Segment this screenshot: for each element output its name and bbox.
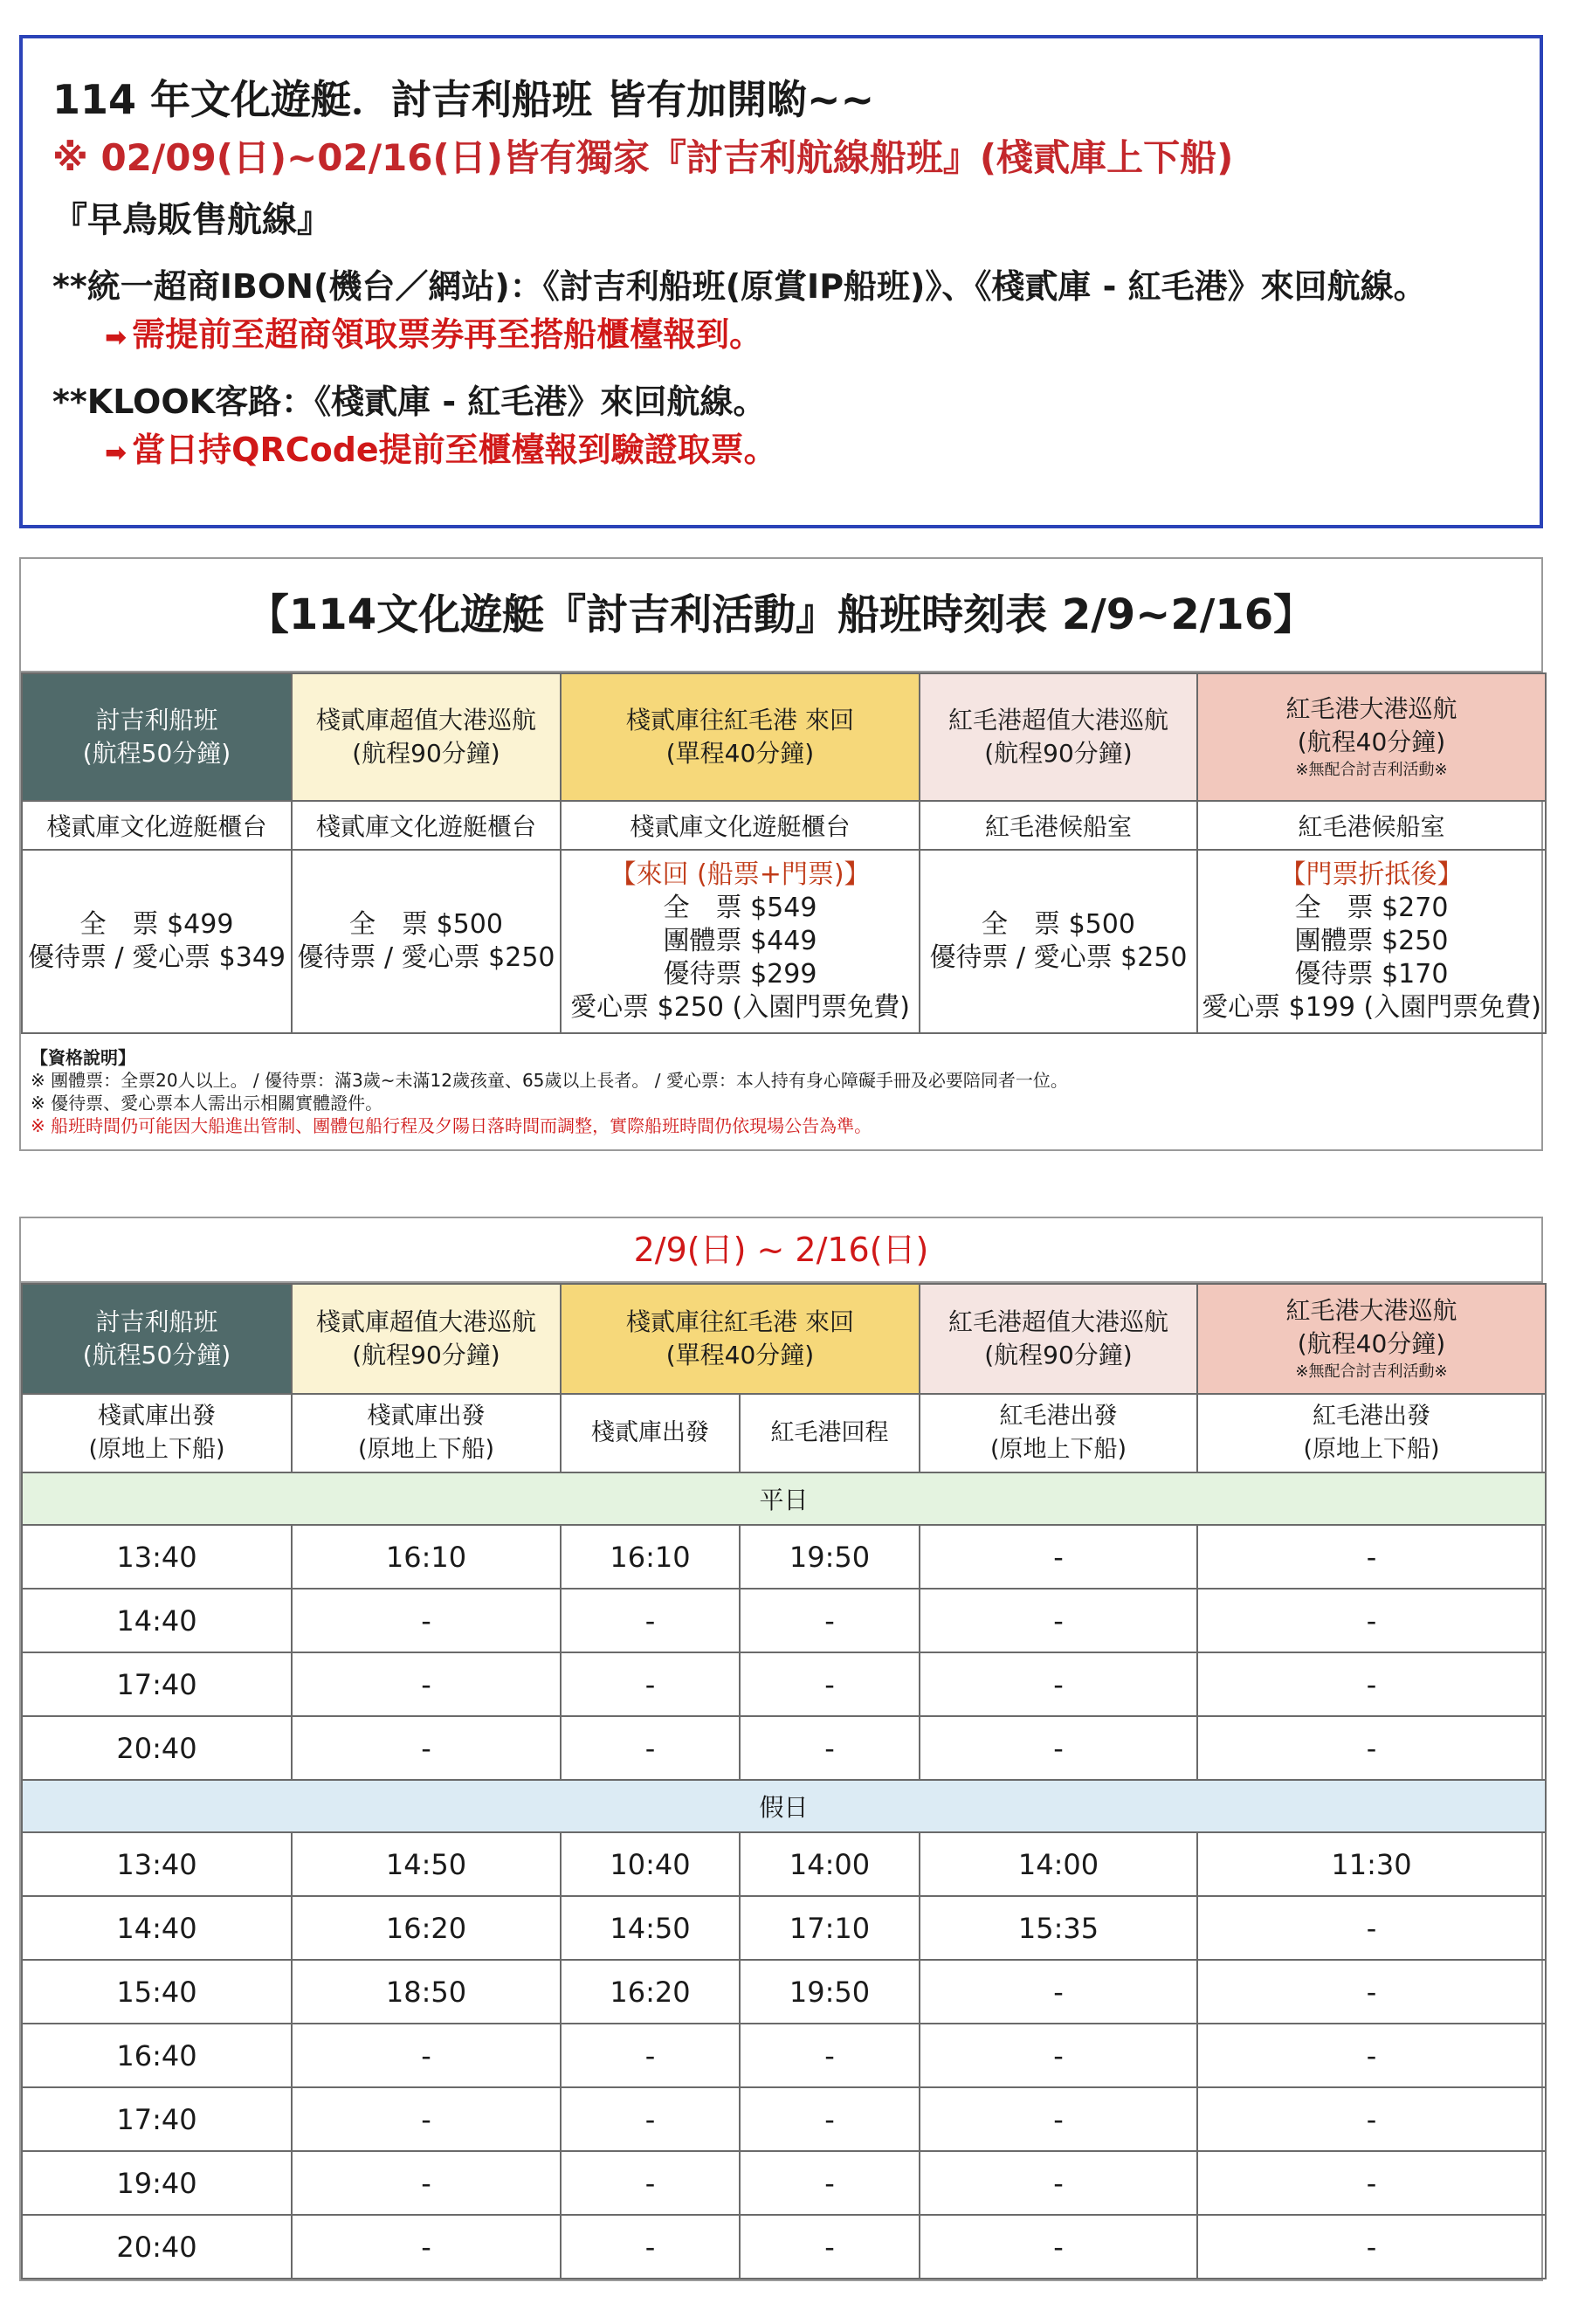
time-cell: - <box>292 2151 561 2215</box>
departure-time-cell: 16:40 <box>22 2024 292 2087</box>
time-row <box>22 1960 1546 2024</box>
location-cell: 棧貳庫文化遊艇櫃台 <box>22 801 292 850</box>
klook-note <box>52 426 1510 477</box>
time-cell: 18:50 <box>292 1960 561 2024</box>
time-row <box>22 1896 1546 1960</box>
route-header: 棧貳庫超值大港巡航 (航程90分鐘) <box>292 1284 561 1394</box>
time-cell: - <box>920 1589 1197 1652</box>
route-header: 紅毛港大港巡航 (航程40分鐘) ※無配合討吉利活動※ <box>1197 1284 1546 1394</box>
time-cell: - <box>740 1589 920 1652</box>
time-cell: - <box>920 2024 1197 2087</box>
time-cell: - <box>920 1716 1197 1780</box>
time-row <box>22 2215 1546 2279</box>
departure-cell: 紅毛港出發 (原地上下船) <box>1197 1394 1546 1472</box>
time-cell: 11:30 <box>1197 1832 1546 1896</box>
departure-cell: 棧貳庫出發 <box>561 1394 740 1472</box>
time-cell: 16:20 <box>561 1960 740 2024</box>
departure-cell: 棧貳庫出發 (原地上下船) <box>292 1394 561 1472</box>
departure-time-cell: 20:40 <box>22 2215 292 2279</box>
route-header: 棧貳庫往紅毛港 來回 (單程40分鐘) <box>561 1284 920 1394</box>
ibon-note <box>52 311 1510 362</box>
route-header: 棧貳庫往紅毛港 來回 (單程40分鐘) <box>561 673 920 801</box>
time-cell: - <box>1197 2151 1546 2215</box>
route-header: 討吉利船班 (航程50分鐘) <box>22 1284 292 1394</box>
price-cell: 【來回 (船票+門票)】 全 票 $549 團體票 $449 優待票 $299 愛心票 $250 (入園門票免費) <box>561 850 920 1033</box>
notice-box <box>19 35 1543 528</box>
weekday-label: 平日 <box>22 1472 1546 1525</box>
time-cell: 10:40 <box>561 1832 740 1896</box>
time-cell: - <box>920 1652 1197 1716</box>
location-cell: 棧貳庫文化遊艇櫃台 <box>561 801 920 850</box>
holiday-rows <box>22 1832 1546 2279</box>
price-row <box>22 850 1546 1033</box>
departure-cell: 紅毛港出發 (原地上下船) <box>920 1394 1197 1472</box>
time-cell: - <box>920 2087 1197 2151</box>
price-table-caption: 【114文化遊艇『討吉利活動』船班時刻表 2/9~2/16】 <box>21 559 1541 672</box>
time-row <box>22 2087 1546 2151</box>
time-cell: - <box>292 2087 561 2151</box>
time-cell: - <box>740 2087 920 2151</box>
time-cell: 14:50 <box>292 1832 561 1896</box>
time-cell: - <box>292 2024 561 2087</box>
time-cell: - <box>292 1589 561 1652</box>
time-cell: - <box>1197 1716 1546 1780</box>
time-cell: 14:00 <box>920 1832 1197 1896</box>
schedule-table <box>19 1217 1543 2281</box>
time-row <box>22 2151 1546 2215</box>
departure-cell: 紅毛港回程 <box>740 1394 920 1472</box>
route-header: 紅毛港大港巡航 (航程40分鐘) ※無配合討吉利活動※ <box>1197 673 1546 801</box>
time-cell: - <box>1197 2087 1546 2151</box>
time-cell: - <box>740 2215 920 2279</box>
time-cell: 19:50 <box>740 1960 920 2024</box>
departure-time-cell: 14:40 <box>22 1896 292 1960</box>
time-cell: - <box>1197 1589 1546 1652</box>
klook-note-text: 當日持QRCode提前至櫃檯報到驗證取票。 <box>132 431 777 469</box>
time-cell: - <box>1197 2215 1546 2279</box>
time-cell: 17:10 <box>740 1896 920 1960</box>
time-cell: - <box>740 1652 920 1716</box>
location-cell: 紅毛港候船室 <box>920 801 1197 850</box>
weekday-band <box>22 1472 1546 1525</box>
route-header: 紅毛港超值大港巡航 (航程90分鐘) <box>920 673 1197 801</box>
time-row <box>22 1652 1546 1716</box>
time-cell: 14:00 <box>740 1832 920 1896</box>
time-row <box>22 1589 1546 1652</box>
time-cell: - <box>740 1716 920 1780</box>
time-cell: - <box>292 1716 561 1780</box>
early-bird-title: 『早鳥販售航線』 <box>52 200 332 240</box>
time-row <box>22 1525 1546 1589</box>
departure-time-cell: 15:40 <box>22 1960 292 2024</box>
time-cell: 14:50 <box>561 1896 740 1960</box>
time-cell: - <box>920 1960 1197 2024</box>
right-arrow-icon: ➡ <box>105 438 127 468</box>
time-cell: - <box>561 1589 740 1652</box>
time-cell: - <box>1197 1525 1546 1589</box>
location-row <box>22 801 1546 850</box>
time-cell: 16:10 <box>292 1525 561 1589</box>
departure-time-cell: 17:40 <box>22 1652 292 1716</box>
time-row <box>22 1832 1546 1896</box>
notice-title: 114 年文化遊艇．討吉利船班 皆有加開喲~~ <box>52 76 875 123</box>
location-cell: 紅毛港候船室 <box>1197 801 1546 850</box>
time-cell: - <box>1197 2024 1546 2087</box>
time-cell: - <box>561 2024 740 2087</box>
time-cell: - <box>1197 1652 1546 1716</box>
departure-time-cell: 13:40 <box>22 1525 292 1589</box>
time-cell: 15:35 <box>920 1896 1197 1960</box>
eligibility-notes: 【資格說明】 ※ 團體票：全票20人以上。 / 優待票：滿3歲~未滿12歲孩童、65歲以上長者。 / 愛心票：本人持有身心障礙手冊及必要陪同者一位。 ※ 優待票、愛心票本人需出示相關實體證件。 ※ 船班時間仍可能因大船進出管制、團體包船行程及夕陽日落時間而調整，實際船班時間仍依現場公告為準。 <box>31 1047 1068 1136</box>
departure-time-cell: 14:40 <box>22 1589 292 1652</box>
route-header-row <box>22 673 1546 801</box>
route-header: 討吉利船班 (航程50分鐘) <box>22 673 292 801</box>
price-table <box>19 557 1543 1151</box>
time-cell: - <box>920 1525 1197 1589</box>
route-header: 棧貳庫超值大港巡航 (航程90分鐘) <box>292 673 561 801</box>
time-cell: 16:10 <box>561 1525 740 1589</box>
holiday-band <box>22 1780 1546 1832</box>
notes-row <box>22 1033 1546 1149</box>
time-cell: - <box>292 2215 561 2279</box>
time-cell: - <box>561 1652 740 1716</box>
price-cell: 全 票 $499 優待票 / 愛心票 $349 <box>22 850 292 1033</box>
time-cell: - <box>561 2151 740 2215</box>
right-arrow-icon: ➡ <box>105 322 127 353</box>
departure-time-cell: 19:40 <box>22 2151 292 2215</box>
time-cell: - <box>1197 1960 1546 2024</box>
price-cell: 全 票 $500 優待票 / 愛心票 $250 <box>920 850 1197 1033</box>
price-cell: 全 票 $500 優待票 / 愛心票 $250 <box>292 850 561 1033</box>
holiday-label: 假日 <box>22 1780 1546 1832</box>
time-cell: - <box>740 2151 920 2215</box>
price-cell: 【門票折抵後】 全 票 $270 團體票 $250 優待票 $170 愛心票 $199 (入園門票免費) <box>1197 850 1546 1033</box>
notice-highlight: ※ 02/09(日)~02/16(日)皆有獨家『討吉利航線船班』(棧貳庫上下船) <box>52 136 1234 179</box>
departure-cell: 棧貳庫出發 (原地上下船) <box>22 1394 292 1472</box>
time-cell: - <box>1197 1896 1546 1960</box>
ibon-note-text: 需提前至超商領取票券再至搭船櫃檯報到。 <box>132 315 763 354</box>
departure-row <box>22 1394 1546 1472</box>
klook-line: **KLOOK客路：《棧貳庫 - 紅毛港》來回航線。 <box>52 383 767 421</box>
location-cell: 棧貳庫文化遊艇櫃台 <box>292 801 561 850</box>
time-row <box>22 2024 1546 2087</box>
time-cell: - <box>561 2087 740 2151</box>
time-cell: - <box>292 1652 561 1716</box>
time-cell: - <box>561 1716 740 1780</box>
ibon-line: **統一超商IBON(機台／網站)：《討吉利船班(原賞IP船班)》、《棧貳庫 - 紅毛港》來回航線。 <box>52 267 1427 306</box>
weekday-rows <box>22 1525 1546 1780</box>
time-cell: - <box>561 2215 740 2279</box>
departure-time-cell: 17:40 <box>22 2087 292 2151</box>
time-cell: - <box>920 2215 1197 2279</box>
departure-time-cell: 13:40 <box>22 1832 292 1896</box>
time-row <box>22 1716 1546 1780</box>
departure-time-cell: 20:40 <box>22 1716 292 1780</box>
time-cell: 19:50 <box>740 1525 920 1589</box>
time-cell: - <box>920 2151 1197 2215</box>
time-cell: - <box>740 2024 920 2087</box>
route-header: 紅毛港超值大港巡航 (航程90分鐘) <box>920 1284 1197 1394</box>
schedule-caption: 2/9(日) ~ 2/16(日) <box>21 1218 1541 1283</box>
schedule-header-row <box>22 1284 1546 1394</box>
time-cell: 16:20 <box>292 1896 561 1960</box>
